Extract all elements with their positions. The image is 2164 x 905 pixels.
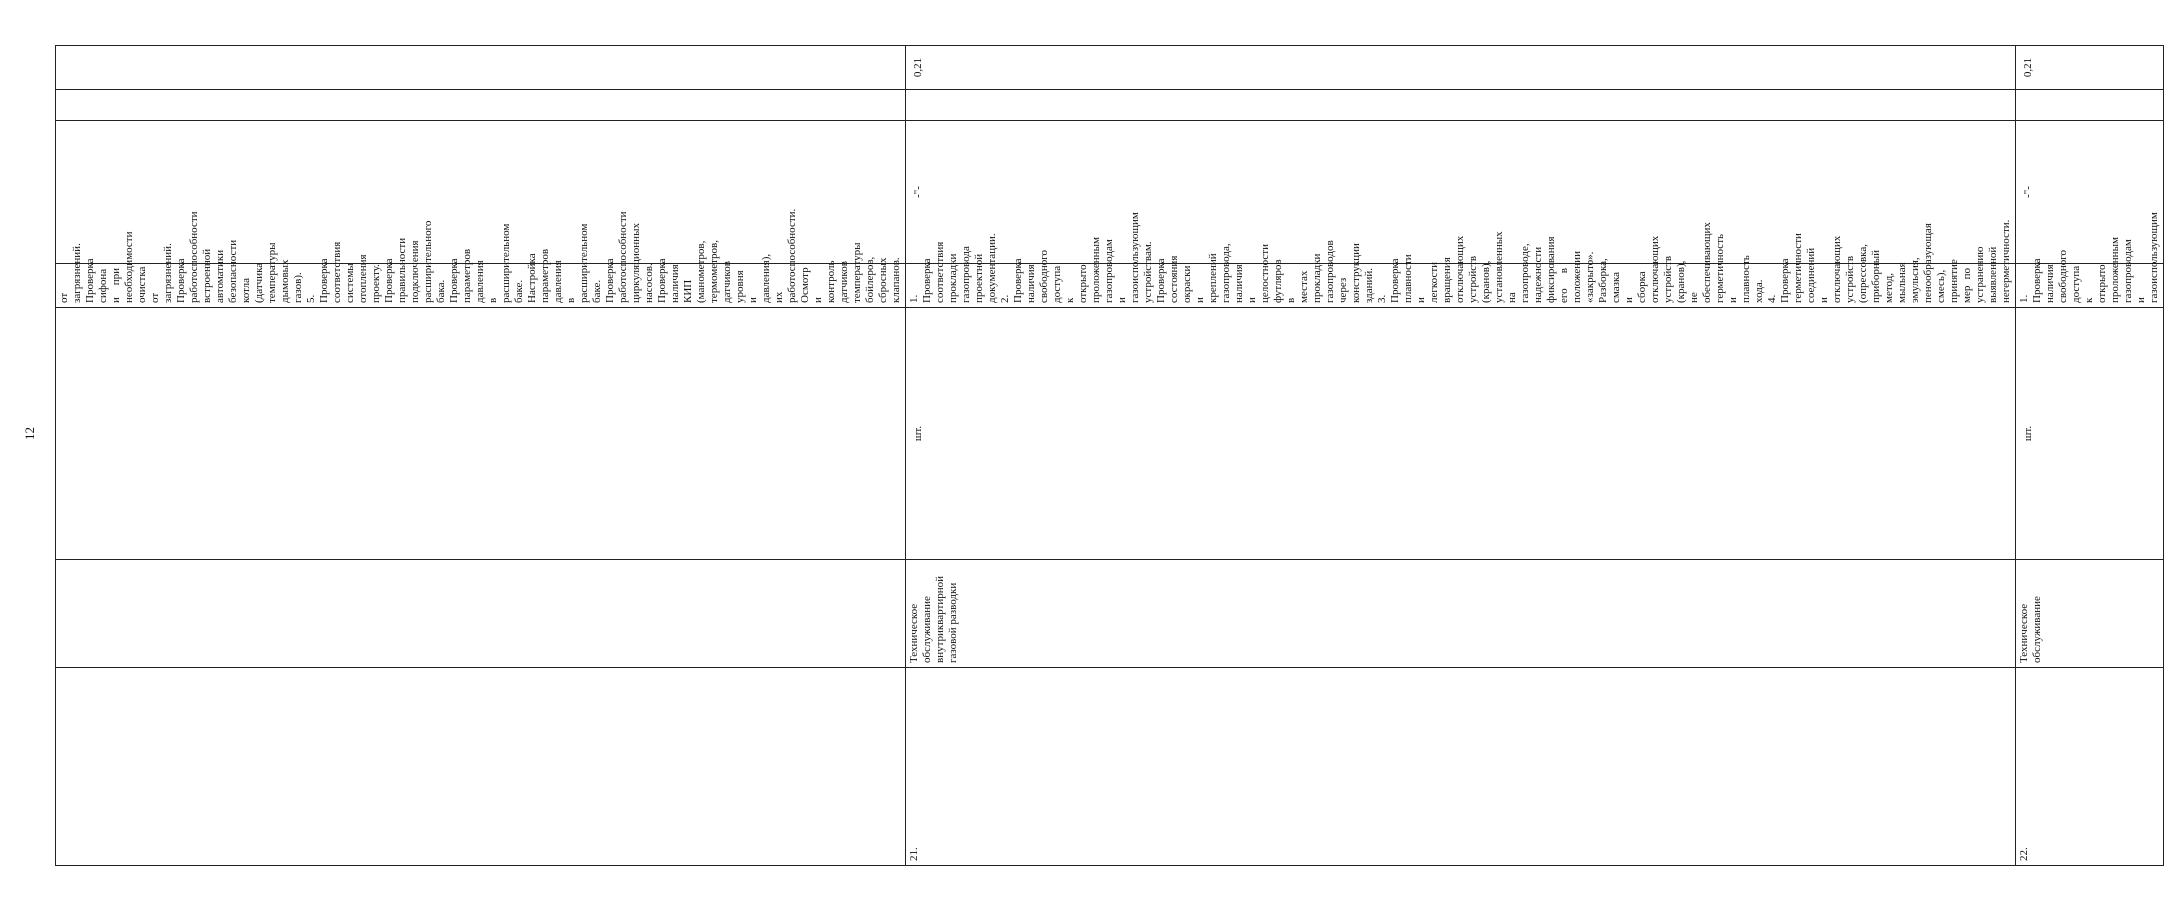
description-cell: [2016, 212, 2164, 308]
num-cell: [56, 668, 906, 866]
row-number-cell: 21.: [906, 668, 2016, 866]
unit-cell: шт.: [2016, 308, 2164, 560]
description-paragraph: 5. Проверка соответствия системы отопления проекту. Проверка правильности подключения расширительного бака. Проверка параметров давления в расширительном баке. Настройка параметров давления в расширительном баке. Проверка работоспособности циркуляционных насосов. Проверка наличия КИП (манометров, термометров, датчиков уровня и давления), их работоспособности. Осмотр и контроль датчиков температуры бойлеров, сбросных клапанов.: [305, 208, 902, 303]
unit-cell: шт.: [906, 308, 2016, 560]
table-row: [2016, 46, 2164, 866]
blank-cell: [906, 90, 2016, 121]
table-row: [906, 46, 2016, 866]
description-paragraph: 1. Проверка наличия свободного доступа к открыто проложенным газопроводам и газоиспользующим: [2018, 212, 2160, 303]
value-cell: 0,21: [2016, 46, 2164, 90]
description-paragraph: 2. Проверка наличия свободного доступа к открыто проложенным газопроводам и газоиспользующим устройствам. Проверка состояния окраски и креплений газопровода, наличия и целостности футляров в местах прокладки газопроводов через конструкции зданий.: [999, 212, 1375, 303]
unit-cell: [56, 308, 906, 560]
description-paragraph: 1. Проверка соответствия прокладки газопровода проектной документации.: [908, 233, 998, 303]
page-number: 12: [22, 427, 37, 440]
extra-cell: [56, 121, 906, 264]
extra-cell: -"-: [2016, 121, 2164, 264]
name-cell: [56, 560, 906, 668]
blank-cell: [2016, 90, 2164, 121]
services-table: [55, 45, 2164, 866]
service-name-cell: Техническое обслуживание: [2016, 560, 2164, 668]
extra-cell: -"-: [906, 121, 2016, 264]
row-number-cell: 22.: [2016, 668, 2164, 866]
description-cell: [906, 212, 2016, 308]
value-cell: 0,21: [906, 46, 2016, 90]
rotated-table-wrapper: [55, 46, 2160, 866]
value-cell: [56, 46, 906, 90]
description-paragraph: 3. Проверка плавности и легкости вращения отключающих устройств (кранов), установленных на газопроводе, надежности фиксирования его в положении «закрыто». Разборка, смазка и сборка отключающих устройств (кранов), не обеспечивающих герметичность и плавность хода.: [1376, 222, 1765, 303]
description-cell: [56, 208, 906, 308]
empty-cell: [56, 90, 906, 121]
service-name-cell: Техническое обслуживание внутриквартирной газовой разводки: [906, 560, 2016, 668]
description-paragraph: от загрязнений. Проверка сифона и при необходимости очистка от загрязнений. Проверка работоспособности встроенной автоматики безопасности котла (датчика температуры дымовых газов).: [58, 211, 304, 303]
description-paragraph: 4. Проверка герметичности соединений и отключающих устройств (опрессовка, приборный метод, мыльная эмульсия, пенообразующая смесь), принятие мер по устранению выявленной негерметичности.: [1766, 219, 2012, 303]
table-row: [56, 46, 906, 866]
